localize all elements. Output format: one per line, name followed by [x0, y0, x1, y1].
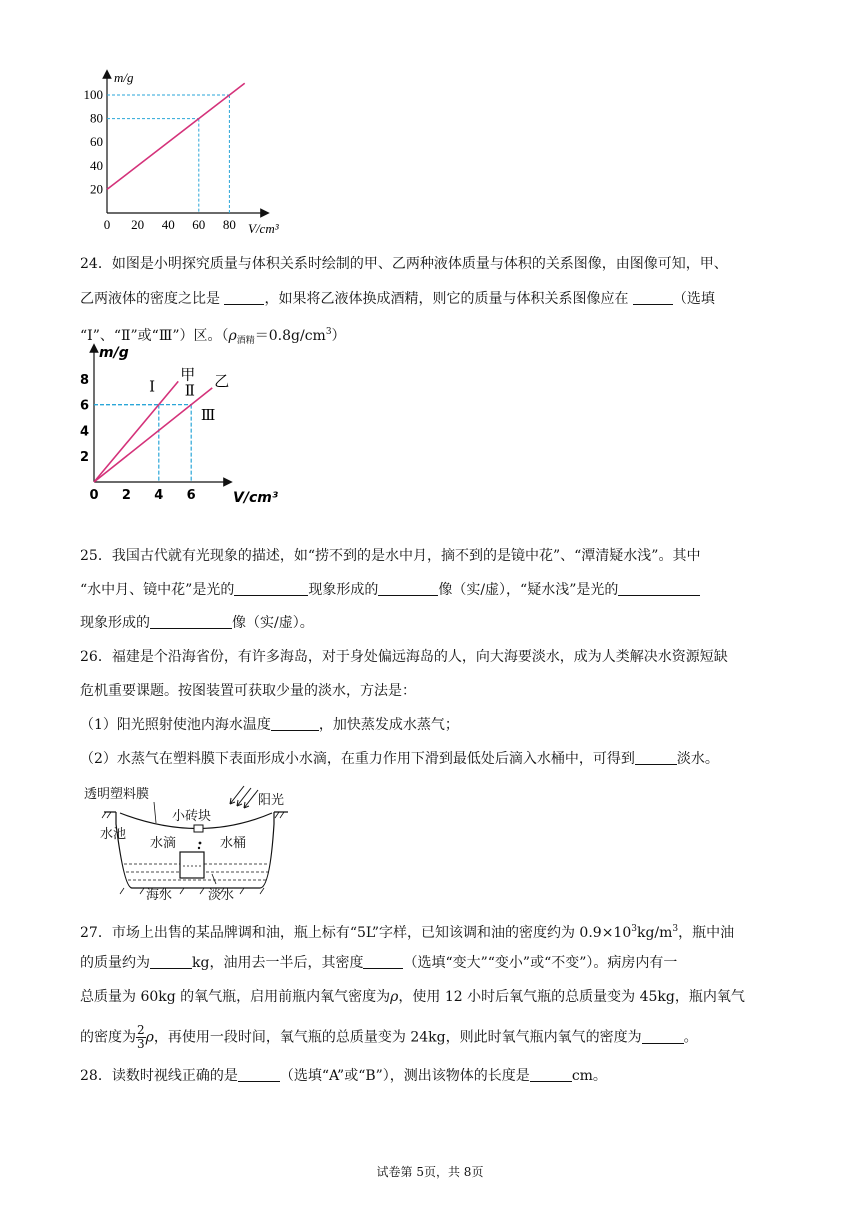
desalination-diagram: [84, 780, 306, 906]
q25-line2: “水中月、镜中花”是光的 现象形成的 像（实/虚），“疑水浅”是光的: [80, 580, 780, 600]
q24-line3: “Ⅰ”、“Ⅱ”或“Ⅲ”）区。$(\rho_{酒精}=0.8g/cm^3)$: [80, 327, 346, 346]
q27-line1: 27．市场上出售的某品牌调和油，瓶上标有“5L”字样，已知该调和油的密度约为 $0.9\times 10^3kg/m^3$，瓶中油: [80, 924, 735, 941]
label-pool: 水池: [100, 827, 127, 842]
x-tick-label: 40: [161, 217, 175, 232]
y-axis-label: m/g: [114, 70, 134, 85]
label-sun: 阳光: [258, 793, 285, 808]
q24-line1: 24．如图是小明探究质量与体积关系时绘制的甲、乙两种液体质量与体积的关系图像，由图像可知，甲、: [80, 256, 728, 272]
y-tick-label: 20: [90, 181, 103, 197]
water-drop: [198, 847, 200, 849]
region-label: Ⅲ: [200, 406, 216, 425]
y-axis-label: m/g: [99, 345, 129, 361]
q25-line3: 现象形成的 像（实/虚）。: [80, 615, 314, 631]
q28-blank-1[interactable]: [238, 1067, 280, 1082]
label-bucket: 水桶: [220, 836, 247, 851]
y-tick-label: 40: [90, 157, 103, 173]
y-tick-label: 2: [79, 450, 89, 466]
q26-blank-2[interactable]: [635, 750, 677, 765]
x-tick-label: 6: [186, 488, 196, 503]
label-sea: 海水: [146, 888, 173, 903]
label-drop: 水滴: [150, 836, 177, 851]
q26-blank-1[interactable]: [271, 716, 319, 731]
page-footer: 试卷第 5页，共 8页: [376, 1165, 484, 1179]
y-tick-label: 8: [79, 372, 89, 388]
q27-line3: 总质量为 60kg 的氧气瓶，启用前瓶内氧气密度为ρ，使用 12 小时后氧气瓶的总质量变为 45kg，瓶内氧气: [80, 989, 745, 1005]
q26-line2: 危机重要课题。按图装置可获取少量的淡水，方法是：: [80, 683, 416, 699]
y-tick-label: 4: [79, 424, 89, 440]
q26-line1: 26．福建是个沿海省份，有许多海岛，对于身处偏远海岛的人，向大海要淡水，成为人类解决水资源短缺: [80, 649, 728, 665]
label-fresh: 淡水: [208, 888, 235, 903]
x-tick-label: 4: [154, 488, 164, 503]
q25-blank-2[interactable]: [378, 581, 438, 596]
region-label: Ⅰ: [149, 377, 156, 396]
q25-line1: 25．我国古代就有光现象的描述，如“捞不到的是水中月，摘不到的是镜中花”、“潭清疑水浅”。其中: [80, 548, 701, 564]
q25-blank-4[interactable]: [150, 614, 232, 629]
x-axis-label: V/cm³: [248, 221, 279, 236]
mass-volume-graph-2: [78, 342, 288, 512]
mass-volume-graph-1: [80, 68, 300, 236]
q27-blank-3[interactable]: [642, 1029, 684, 1044]
y-tick-label: 100: [83, 87, 103, 102]
series-line: [94, 388, 212, 482]
series-line: [107, 83, 245, 189]
q27-line4: 的密度为 $\frac{2}{3}$ ρ，再使用一段时间，氧气瓶的总质量变为 24kg，则此时氧气瓶内氧气的密度为 。: [80, 1023, 698, 1051]
series-label: 乙: [214, 371, 230, 390]
series-line: [94, 381, 178, 482]
bucket: [180, 852, 204, 878]
q25-blank-3[interactable]: [618, 581, 700, 596]
series-label: 甲: [180, 365, 196, 384]
q27-blank-2[interactable]: [363, 954, 403, 969]
q28-line1: 28．读数时视线正确的是 （选填“A”或“B”），测出该物体的长度是 cm。: [80, 1068, 607, 1084]
label-film: 透明塑料膜: [84, 787, 150, 802]
x-tick-label: 20: [131, 217, 145, 232]
region-label: Ⅱ: [184, 381, 195, 400]
two-thirds-fraction: $\frac{2}{3}$: [137, 1023, 145, 1051]
q24-blank-1[interactable]: [224, 290, 264, 305]
q24-blank-2[interactable]: [633, 290, 673, 305]
small-brick: [194, 825, 203, 832]
q25-blank-1[interactable]: [234, 581, 308, 596]
x-tick-label: 0: [103, 217, 111, 232]
water-drop: [199, 842, 202, 845]
q26-line4: （2）水蒸气在塑料膜下表面形成小水滴，在重力作用下滑到最低处后滴入水桶中，可得到 淡水。: [80, 751, 719, 767]
x-tick-label: 80: [222, 217, 236, 232]
x-tick-label: 2: [121, 488, 131, 503]
label-brick: 小砖块: [172, 809, 212, 824]
y-tick-label: 6: [79, 398, 89, 414]
q24-line2: 乙两液体的密度之比是 ，如果将乙液体换成酒精，则它的质量与体积关系图像应在 （选填: [80, 291, 715, 307]
x-tick-label: 60: [192, 217, 206, 232]
x-axis-label: V/cm³: [233, 490, 278, 506]
q28-blank-2[interactable]: [530, 1067, 572, 1082]
y-tick-label: 60: [90, 134, 103, 150]
q26-line3: （1）阳光照射使池内海水温度 ，加快蒸发成水蒸气；: [80, 717, 459, 733]
q27-blank-1[interactable]: [150, 954, 192, 969]
q27-line2: 的质量约为 kg，油用去一半后，其密度 （选填“变大”“变小”或“不变”）。病房内有一: [80, 955, 678, 971]
y-tick-label: 80: [90, 110, 103, 126]
x-tick-label: 0: [89, 488, 99, 503]
